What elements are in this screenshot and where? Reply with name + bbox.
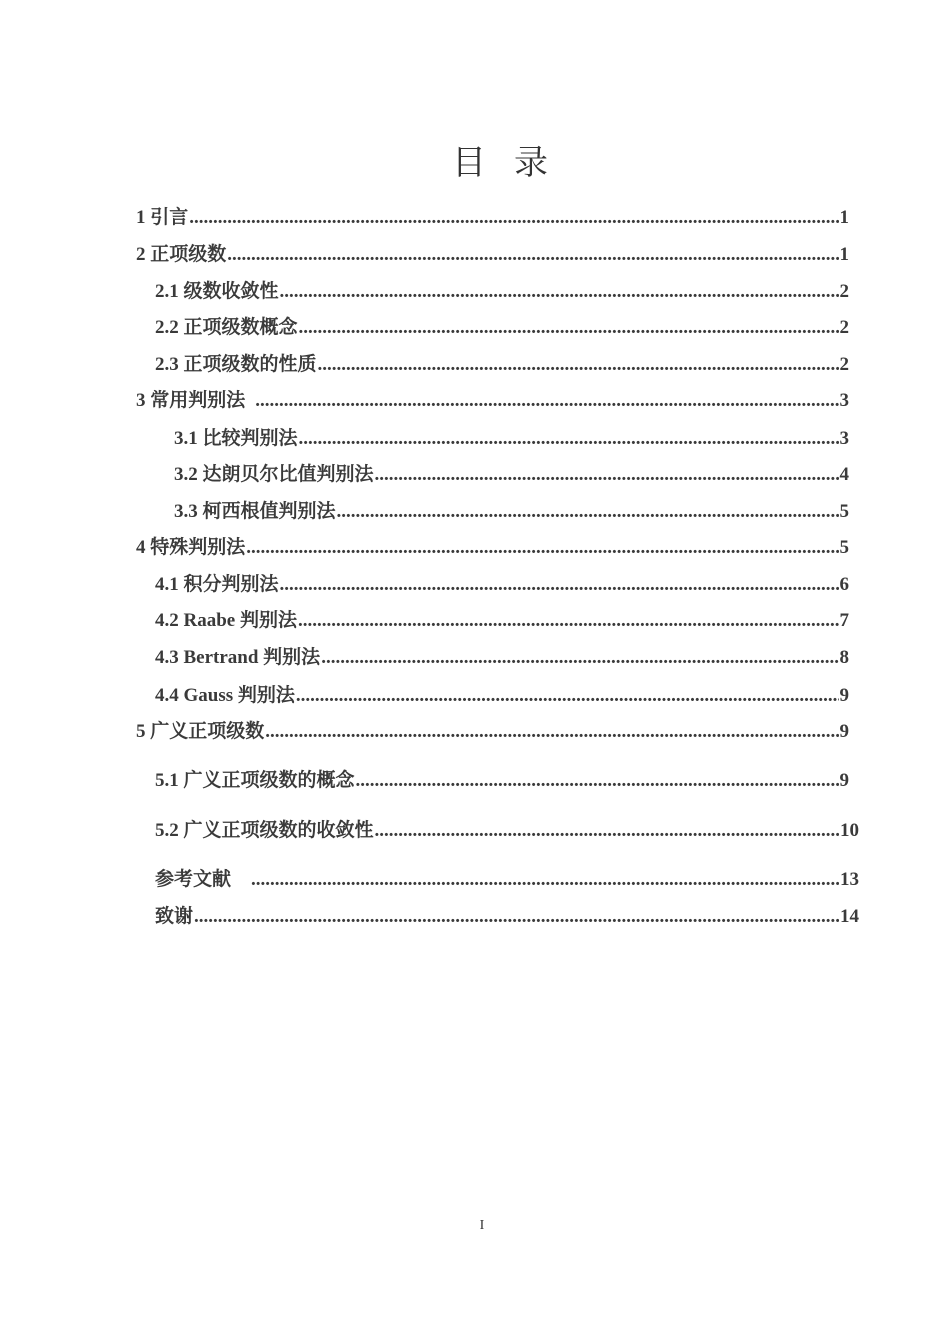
toc-entry-label: 3.2 达朗贝尔比值判别法 xyxy=(174,464,374,485)
toc-entry-label: 4.4 Gauss 判别法 xyxy=(155,685,295,706)
toc-entry-page: 7 xyxy=(839,610,849,631)
toc-entry-label: 5.2 广义正项级数的收敛性 xyxy=(155,820,374,841)
toc-entry-2-2[interactable] xyxy=(155,316,849,340)
toc-entry-page: 1 xyxy=(839,244,849,265)
dot-leader xyxy=(299,316,839,340)
toc-entry-page: 2 xyxy=(839,281,849,302)
dot-leader xyxy=(318,353,839,377)
dot-leader xyxy=(296,684,839,708)
toc-entry-page: 8 xyxy=(839,647,849,668)
toc-entry-page: 10 xyxy=(840,820,859,841)
toc-entry-page: 4 xyxy=(839,464,849,485)
toc-entry-2-3[interactable] xyxy=(155,353,849,377)
toc-entry-references[interactable] xyxy=(155,868,859,892)
toc-entry-page: 14 xyxy=(840,906,859,927)
toc-entry-page: 3 xyxy=(839,390,849,411)
dot-leader xyxy=(298,609,839,633)
dot-leader xyxy=(194,905,839,929)
toc-entry-acknowledgements[interactable] xyxy=(155,905,859,929)
toc-entry-4[interactable] xyxy=(136,536,849,560)
toc-entry-label: 2.1 级数收敛性 xyxy=(155,281,279,302)
dot-leader xyxy=(375,463,839,487)
toc-entry-label: 4 特殊判别法 xyxy=(136,537,246,558)
dot-leader xyxy=(255,389,838,413)
toc-entry-page: 3 xyxy=(839,428,849,449)
toc-entry-page: 2 xyxy=(839,317,849,338)
toc-entry-page: 1 xyxy=(839,207,849,228)
toc-entry-label: 1 引言 xyxy=(136,207,189,228)
toc-entry-page: 9 xyxy=(839,770,849,791)
dot-leader xyxy=(321,646,838,670)
dot-leader xyxy=(375,819,839,843)
toc-entry-page: 13 xyxy=(840,869,859,890)
toc-entry-3-1[interactable] xyxy=(174,427,849,451)
toc-entry-label: 4.1 积分判别法 xyxy=(155,574,279,595)
dot-leader xyxy=(337,500,839,524)
toc-entry-page: 5 xyxy=(839,501,849,522)
dot-leader xyxy=(265,720,838,744)
toc-entry-label: 2 正项级数 xyxy=(136,244,227,265)
toc-entry-4-1[interactable] xyxy=(155,573,849,597)
toc-entry-label: 2.3 正项级数的性质 xyxy=(155,354,317,375)
toc-entry-5-2[interactable] xyxy=(155,819,859,843)
toc-entry-label: 参考文献 xyxy=(155,869,232,890)
toc-entry-label: 4.3 Bertrand 判别法 xyxy=(155,647,321,668)
toc-entry-2[interactable] xyxy=(136,243,849,267)
dot-leader xyxy=(251,868,839,892)
toc-entry-4-2[interactable] xyxy=(155,609,849,633)
dot-leader xyxy=(356,769,839,793)
toc-entry-page: 9 xyxy=(839,721,849,742)
toc-entry-label: 3.1 比较判别法 xyxy=(174,428,298,449)
toc-entry-page: 5 xyxy=(839,537,849,558)
toc-entry-1[interactable] xyxy=(136,206,849,230)
dot-leader xyxy=(189,206,838,230)
toc-entry-label: 5.1 广义正项级数的概念 xyxy=(155,770,355,791)
page-number: I xyxy=(479,1218,485,1233)
toc-entry-2-1[interactable] xyxy=(155,280,849,304)
toc-entry-page: 9 xyxy=(839,685,849,706)
dot-leader xyxy=(280,573,839,597)
toc-entry-4-3[interactable] xyxy=(155,646,849,670)
toc-entry-3[interactable] xyxy=(136,389,849,413)
dot-leader xyxy=(299,427,839,451)
toc-entry-label: 2.2 正项级数概念 xyxy=(155,317,298,338)
toc-entry-page: 6 xyxy=(839,574,849,595)
toc-entry-label: 3 常用判别法 xyxy=(136,390,246,411)
toc-entry-5-1[interactable] xyxy=(155,769,849,793)
toc-entry-3-2[interactable] xyxy=(174,463,849,487)
toc-entry-label: 5 广义正项级数 xyxy=(136,721,265,742)
toc-entry-4-4[interactable] xyxy=(155,684,849,708)
dot-leader xyxy=(280,280,839,304)
toc-entry-3-3[interactable] xyxy=(174,500,849,524)
toc-entry-5[interactable] xyxy=(136,720,849,744)
toc-title: 目录 xyxy=(452,145,576,182)
dot-leader xyxy=(227,243,838,267)
toc-entry-label: 致谢 xyxy=(155,906,194,927)
toc-entry-label: 4.2 Raabe 判别法 xyxy=(155,610,297,631)
dot-leader xyxy=(246,536,838,560)
toc-entry-label: 3.3 柯西根值判别法 xyxy=(174,501,336,522)
toc-entry-page: 2 xyxy=(839,354,849,375)
